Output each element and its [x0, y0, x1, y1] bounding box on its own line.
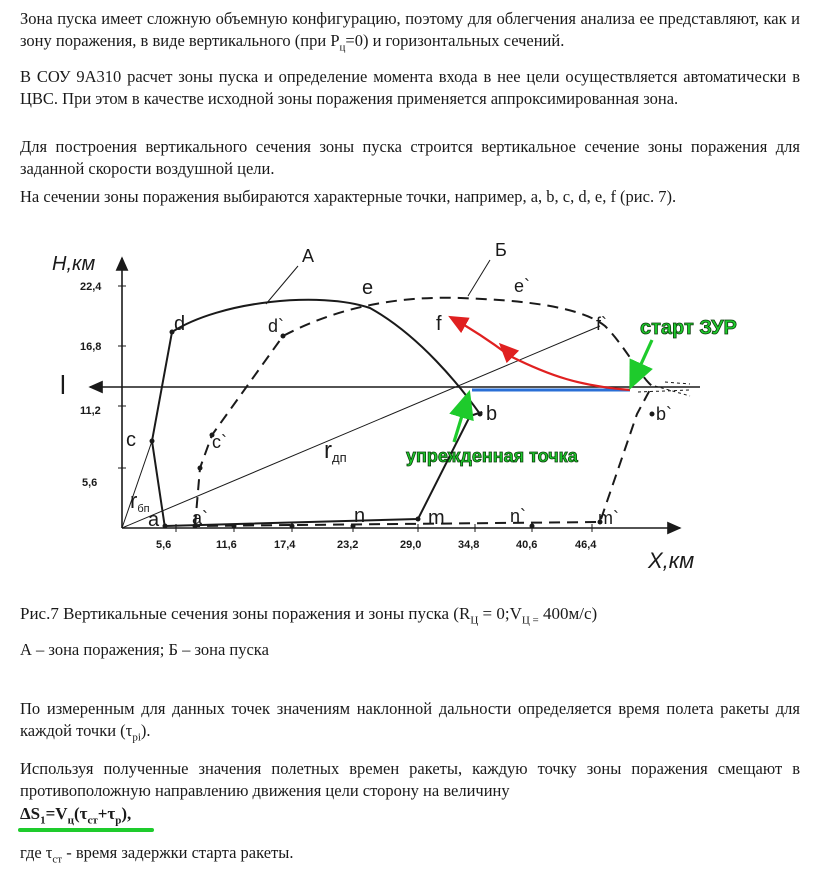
point-c-label: c [126, 429, 136, 451]
x-tick-40-6: 40,6 [516, 539, 538, 551]
paragraph-flight-time: По измеренным для данных точек значениям наклонной дальности определяется время полета ракеты для каждой точки $(\tau_{pi})$. [20, 699, 800, 744]
point-d-label: d [174, 313, 186, 335]
r-dp-label: rдп [324, 437, 347, 465]
point-n-label: n [354, 505, 366, 527]
x-tick-17-4: 17,4 [274, 539, 296, 551]
y-tick-5-6: 5,6 [82, 477, 98, 489]
zone-b-boundary [195, 298, 652, 526]
point-f-label: f [436, 313, 442, 335]
x-tick-34-8: 34,8 [458, 539, 480, 551]
x-tick-46-4: 46,4 [575, 539, 597, 551]
annotation-start-zur: старт ЗУР [640, 317, 737, 339]
point-c-prime-label: c` [212, 432, 227, 452]
point-d-prime-label: d` [268, 316, 285, 336]
point-m-prime-label: m` [598, 508, 619, 528]
y-tick-16-8: 16,8 [80, 341, 102, 353]
paragraph-intro: Зона пуска имеет сложную объемную конфигурацию, поэтому для облегчения анализа ее представляют, как и зону поражения, в виде вертикального (при $P_ц=0$) и горизонтальных сечений. [20, 9, 800, 54]
y-tick-11-2: 11,2 [80, 405, 101, 417]
r-bp-label: rбп [130, 488, 150, 515]
x-tick-11-6: 11,6 [216, 539, 237, 551]
formula-highlight-underline [18, 828, 154, 832]
zone-b-label: Б [495, 240, 507, 260]
point-markers [150, 330, 655, 529]
target-trace [638, 382, 690, 396]
point-b-label: b [486, 403, 498, 425]
zone-a-label: А [302, 246, 315, 266]
x-axis-label: Х,км [648, 548, 695, 573]
x-tick-5-6: 5,6 [156, 539, 172, 551]
x-tick-29-0: 29,0 [400, 539, 422, 551]
y-axis-label: Н,км [52, 253, 96, 275]
y-ticks [80, 281, 126, 489]
point-e-prime-label: e` [514, 276, 531, 296]
range-line-rdp [122, 326, 600, 528]
annotation-lead-point: упрежденная точка [406, 446, 578, 466]
figure-caption: Рис.7 Вертикальные сечения зоны поражения и зоны пуска ($R_Ц$ = $0;V_{Ц =}$ 400м/с) [20, 604, 598, 627]
x-tick-23-2: 23,2 [337, 539, 359, 551]
point-b-prime-label: b` [656, 404, 673, 424]
paragraph-sou: В СОУ 9А310 расчет зоны пуска и определение момента входа в нее цели осуществляется автоматически в ЦВС. При этом в качестве исходной зоны поражения применяется аппроксимированная зона. [20, 67, 800, 108]
point-a-label: a [148, 509, 160, 531]
point-m-label: m [428, 507, 445, 529]
figure-7-diagram [40, 236, 780, 586]
point-a-prime-label: a` [192, 508, 209, 528]
paragraph-delay: где $\tau_{ст}$ - время задержки старта ракеты. [20, 843, 294, 866]
point-e-label: e [362, 277, 374, 299]
paragraph-vertical-section: Для построения вертикального сечения зоны пуска строится вертикальное сечение зоны поражения для заданной скорости воздушной цели. [20, 137, 800, 178]
y-tick-22-4: 22,4 [80, 281, 102, 293]
paragraph-points: На сечении зоны поражения выбираются характерные точки, например, a, b, c, d, e, f (рис. 7). [20, 187, 677, 206]
figure-legend: А – зона поражения; Б – зона пуска [20, 640, 269, 659]
line-l-label: l [60, 370, 66, 400]
green-arrow-start [632, 340, 652, 384]
point-f-prime-label: f` [596, 314, 607, 334]
zone-a-boundary [152, 300, 482, 528]
point-n-prime-label: n` [510, 506, 527, 526]
paragraph-shift: Используя полученные значения полетных времен ракеты, каждую точку зоны поражения смещают в противоположную направлению движения цели сторону на величину [20, 759, 800, 800]
formula-delta-s: $\Delta S_1=V_ц(\tau_{ст}+\tau_р)$, [20, 804, 132, 827]
